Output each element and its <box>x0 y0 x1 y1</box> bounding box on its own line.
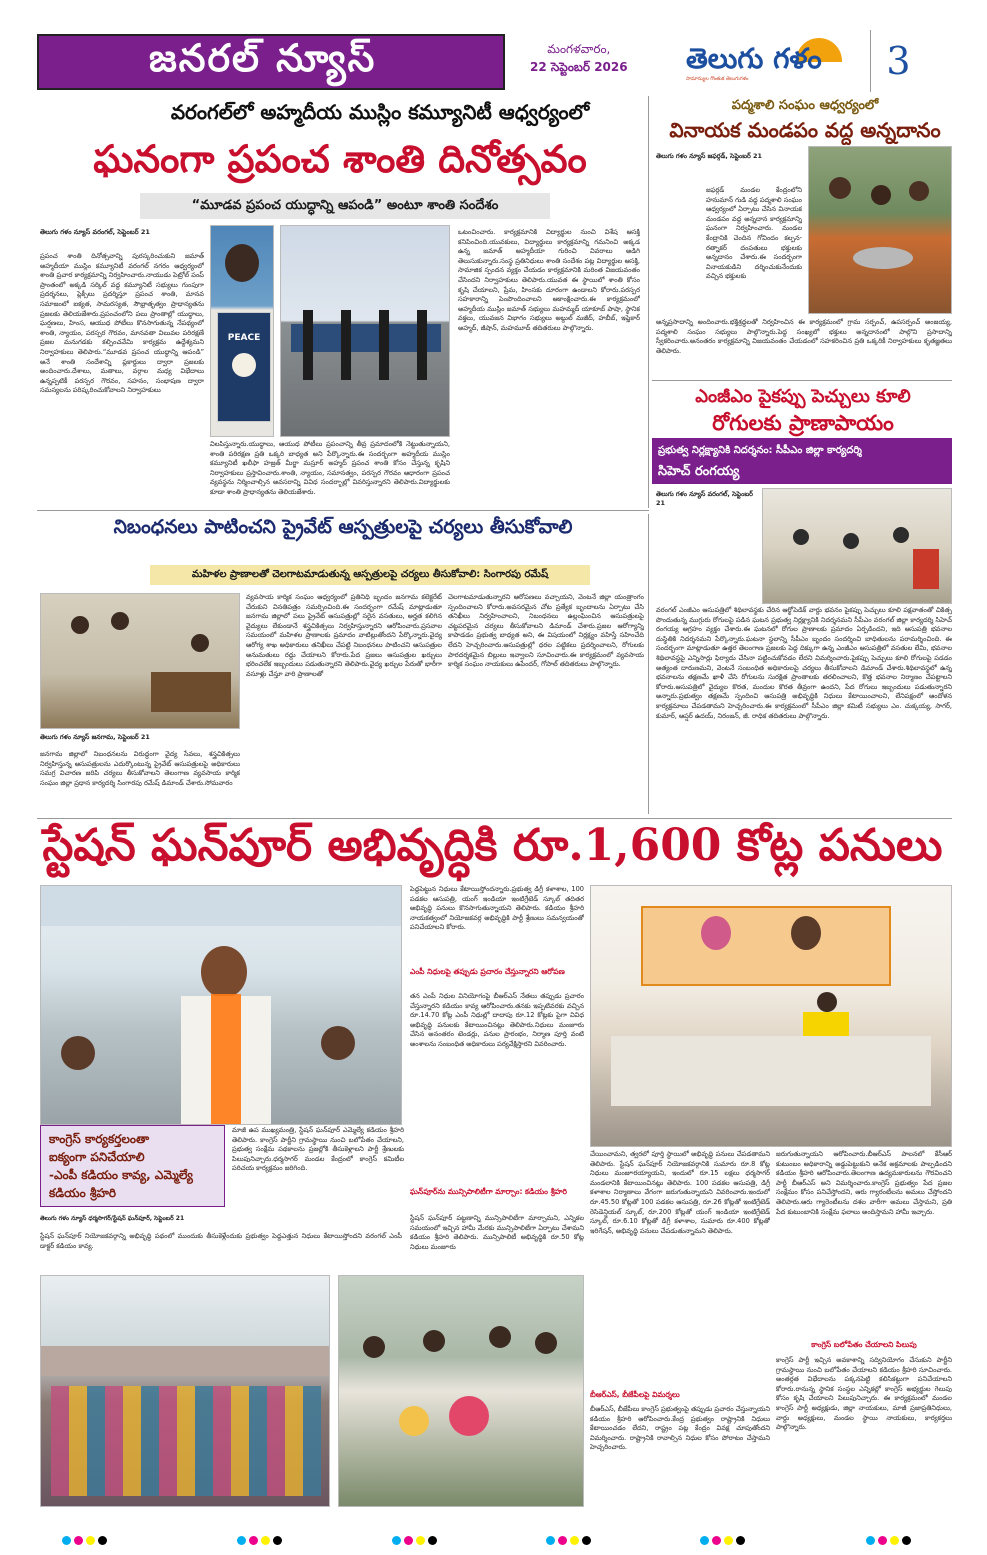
story5-headline: స్టేషన్ ఘన్‌పూర్ అభివృద్ధికి రూ.1,600 కోట్ల పనులు <box>42 820 943 871</box>
registration-dot <box>404 1536 413 1545</box>
registration-dot <box>582 1536 591 1545</box>
story5-colA-bottom: మాజీ ఉప ముఖ్యమంత్రి, స్టేషన్ ఘన్‌పూర్ ఎమ్మెల్యే కడియం శ్రీహరి తెలిపారు. కాంగ్రెస్ పార్టీని గ్రామస్థాయి నుంచి బలోపేతం చేయాలని, ప్రభుత్వ సంక్షేమ పథకాలను ప్రజల్లోకి తీసుకెళ్లాలని పార్టీ శ్రేణులకు పిలుపునిచ్చారు.ధర్మసాగర్ మండల కేంద్రంలో కాంగ్రెస్ కమిటీల పరిచయ కార్యక్రమం జరిగింది. <box>232 1126 404 1173</box>
story1-col3: ఒటంచించారు. కార్యక్రమానికి విద్యార్థుల నుంచి విశేష ఆసక్తి కనిపించింది.యువకులు, విద్యార్థులు కార్యక్రమాన్ని గమనించి అక్కడ ఉన్న జమాత్ అహ్మదీయా గురించి వివరాలు అడిగి తెలుసుకున్నారు.సంస్థ ప్రతినిధులు శాంతి సందేశం పట్ల విద్యార్థుల ఆసక్తి, సామాజిక స్పందన వ్యక్తం చేయడం కార్యక్రమానికి మరింత విజయవంతం చేసిందని నిర్వాహకులు తెలిపారు.యువత ఈ స్థాయిలో శాంతి కోసం కృషి చేయాలని, ప్రేమ, హింసకు దూరంగా ఉండాలని కోరారు.పరస్పర సహకారాన్ని పెంపొందించాలని ఆకాంక్షించారు.ఈ కార్యక్రమంలో అహ్మదీయ ముస్లిం జమాత్ సభ్యులు మహమ్మద్ యాకూబ్ పాషా, స్థానిక వక్తలు, యువజన విభాగం సభ్యులు అబ్దుల్ మజీద్, హబీబ్, ఇఫ్తెకార్ అహ్మద్, జీషాన్, మహమూద్ తదితరులు పాల్గొన్నారు. <box>458 228 640 332</box>
caption-line-2: ఐక్యంగా పనిచేయాలి <box>49 1150 145 1164</box>
story5-colC-head: కాంగ్రెస్ బలోపేతం చేయాలని పిలుపు <box>811 1340 917 1349</box>
registration-dot <box>62 1536 71 1545</box>
story2-col1: జఫర్గడ్ మండల కేంద్రంలోని హనుమాన్ గుడి వద్ద పద్మశాలి సంఘం ఆధ్వర్యంలో ఏర్పాటు చేసిన వినాయక మండపం వద్ద అన్నదాన కార్యక్రమాన్ని ఘనంగా నిర్వహించారు. మండల కేంద్రానికి చెందిన గోవిందం కల్పన-రత్నాకర్ దంపతులు భక్తులకు అన్నదానం చేశారు.ఈ సందర్భంగా వినాయకుడిని దర్శించుకునేందుకు వచ్చిన భక్తులకు <box>706 186 802 281</box>
story1-headline: ఘనంగా ప్రపంచ శాంతి దినోత్సవం <box>93 136 587 181</box>
story2-col2: అన్నప్రసాదాన్ని అందించారు.భక్తిశ్రద్ధలతో నిర్వహించిన ఈ కార్యక్రమంలో గ్రామ సర్పంచ్, ఉపసర్పంచ్ అంజయ్య, పద్మశాలి సంఘం సభ్యులు పాల్గొన్నారు.పెద్ద సంఖ్యలో భక్తులు అన్నదానంలో పాల్గొని ప్రసాదాన్ని స్వీకరించారు.అనంతరం కార్యక్రమాన్ని విజయవంతం చేయడంలో సహకరించిన ప్రతి ఒక్కరికీ నిర్వాహకులు కృతజ్ఞతలు తెలిపారు. <box>656 318 952 355</box>
story2-kicker: పద్మశాలి సంఘం ఆధ్వర్యంలో <box>731 98 879 113</box>
registration-dot <box>416 1536 425 1545</box>
registration-dot <box>98 1536 107 1545</box>
section-banner <box>37 34 505 90</box>
story5-caption <box>40 1125 225 1207</box>
story3-byline: తెలుగు గళం న్యూస్ వరంగల్, సెప్టెంబర్ 21 <box>656 490 753 507</box>
story1-col2: విలపిస్తున్నారు.యుద్ధాలు, ఆయుధ పోటీలు ప్రపంచాన్ని తీవ్ర ప్రమాదంలోకి నెట్టుతున్నాయని, శాంతి పరిరక్షణ ప్రతి ఒక్కరి బాధ్యత అని పేర్కొన్నారు.ఈ సందర్భంగా అహ్మదీయ ముస్లిం కమ్యూనిటీ ఖలీఫా హజ్రత్ మీర్జా మస్రూర్ అహ్మద్ ప్రపంచ శాంతి కోసం చేస్తున్న కృషిని నిర్వాహకులు ప్రస్తావించారు.శాంతి, న్యాయం, సమానత్వం, పరస్పర గౌరవం ఆధారంగా ప్రపంచ వ్యవస్థను నిర్మించాల్సిన అవసరాన్ని వివిధ సందర్భాల్లో వివరిస్తున్నారని తెలిపారు.విద్యార్థులకు కూడా శాంతి ప్రాధాన్యతను తెలియజేశారు. <box>210 440 450 496</box>
book-title: PEACE <box>227 333 261 343</box>
story5-photo-audience <box>40 1275 330 1507</box>
story5-colC: జరుగుతున్నాయని ఆరోపించారు.బీఆర్ఎస్ పాలనలో కేసీఆర్ కుటుంబం అధికారాన్ని అడ్డుపెట్టుకుని అనేక అక్రమాలకు పాల్పడిందని కడియం శ్రీహరి ఆరోపించారు.తెలంగాణ ఉద్యమకారులను గౌరవించని పార్టీ బీఆర్ఎస్ అని విమర్శించారు.కాంగ్రెస్ ప్రభుత్వం పేద ప్రజల సంక్షేమం కోసం పనిచేస్తోందని, ఆరు గ్యారంటీలను అమలు చేస్తోందని తెలిపారు.ఆరు గ్యారెంటీలను దశల వారీగా అమలు చేస్తామని, ప్రతి పేద కుటుంబానికి సంక్షేమ ఫలాలు అందిస్తామని హామీ ఇచ్చారు. <box>776 1150 952 1216</box>
registration-dot <box>261 1536 270 1545</box>
issue-day: మంగళవారం, <box>547 42 611 56</box>
story4-col1: జనగామ జిల్లాలో నిబంధనలను విరుద్ధంగా వైద్య సేవలు, శస్త్రచికిత్సలు నిర్వహిస్తున్న ఆసుపత్రులను ఎదుర్కొంటున్న ప్రైవేట్ ఆసుపత్రులపై అధికారులు సమగ్ర విచారణ జరిపి చర్యలు తీసుకోవాలని తెలంగాణ వ్యవసాయ కార్మిక సంఘం జిల్లా ప్రధాన కార్యదర్శి సింగారపు రమేష్ డిమాండ్ చేశారు.సోమవారం <box>40 750 240 787</box>
story4-subhead: మహిళల ప్రాణాలతో చెలగాటమాడుతున్న ఆస్పత్రులపై చర్యలు తీసుకోవాలి: సింగారపు రమేష్ <box>150 565 590 585</box>
registration-dot <box>878 1536 887 1545</box>
registration-dot <box>570 1536 579 1545</box>
registration-dot <box>558 1536 567 1545</box>
story5-intro: స్టేషన్ ఘన్‌పూర్ నియోజకవర్గాన్ని అభివృద్ధి పథంలో ముందుకు తీసుకెళ్లేందుకు ప్రభుత్వం పెద్దఎత్తున నిధులు కేటాయిస్తోందని వరంగల్ ఎంపీ డాక్టర్ కడియం కావ్య. <box>40 1232 402 1250</box>
story4-photo <box>40 593 240 729</box>
registration-dot <box>249 1536 258 1545</box>
logo-text: తెలుగు గళం <box>686 42 822 75</box>
story3-body: వరంగల్ ఎంజీఎం ఆసుపత్రిలో శిథిలావస్థకు చేరిన ఆర్థోపెడిక్ వార్డు భవనం పైకప్పు పెచ్చులు కూలి పక్షవాతంతో చికిత్స పొందుతున్న ముగ్గురు రోగులపై పడిన ఘటన ప్రభుత్వ నిర్లక్ష్యానికి నిదర్శనమని సీపీఎం వరంగల్ జిల్లా కార్యదర్శి సిహెచ్ రంగయ్య ఆగ్రహం వ్యక్తం చేశారు.ఈ ఘటనలో రోగుల ప్రాణాలకు ప్రమాదం ఏర్పడిందని, ఇది ఆసుపత్రి భవనాల దుస్థితికి నిదర్శనమని పేర్కొన్నారు.ఘటనా స్థలాన్ని సీపీఎం బృందం సందర్శించి బాధితులను పరామర్శించింది. ఈ సందర్భంగా మాట్లాడుతూ ఉత్తర తెలంగాణ ప్రజలకు పెద్ద దిక్కుగా ఉన్న ఎంజీఎం ఆసుపత్రిలో వసతుల లేమి, భవనాల శిథిలావస్థపై ఎన్నిసార్లు ఫిర్యాదు చేసినా పట్టించుకోవడం లేదని విమర్శించారు.పైకప్పు పెచ్చులు కూలి రోగులపై పడడం అత్యంత దారుణమని, వెంటనే సంబంధిత అధికారులపై చర్యలు తీసుకోవాలని డిమాండ్ చేశారు.శిథిలావస్థలో ఉన్న భవనాలను తక్షణమే ఖాళీ చేసి రోగులను సురక్షిత ప్రాంతాలకు తరలించాలని, కొత్త భవనాల నిర్మాణం చేపట్టాలని కోరారు.ఆసుపత్రిలో వైద్యుల కొరత, మందుల కొరత తీవ్రంగా ఉందని, పేద రోగులు ఇబ్బందులు పడుతున్నారని అన్నారు.ప్రభుత్వం తక్షణమే స్పందించి ఆసుపత్రి అభివృద్ధికి నిధులు కేటాయించాలని, లేనిపక్షంలో ఆందోళన కార్యక్రమాలు చేపడతామని హెచ్చరించారు.ఈ కార్యక్రమంలో సీపీఎం జిల్లా కమిటీ సభ్యులు ఎం. చుక్కయ్య, సాగర్, కుమార్, ఆప్షర్ ఉదయ్, నిరంజన్, జీ. రాధిక తదితరులు పాల్గొన్నారు. <box>656 606 952 720</box>
story5-colA-top: పెద్దపెట్టున నిధులు కేటాయిస్తోందన్నారు.ప్రభుత్వ డిగ్రీ కళాశాల, 100 పడకల ఆసుపత్రి, యంగ్ ఇండియా ఇంటిగ్రేటెడ్ స్కూల్ తదితర అభివృద్ధి పనులు కొనసాగుతున్నాయని తెలిపారు. కడియం శ్రీహరి నాయకత్వంలో నియోజకవర్గ అభివృద్ధికి పార్టీ శ్రేణులు సమన్వయంతో పనిచేయాలని కోరారు. <box>410 885 584 932</box>
story5-colA-last: స్టేషన్ ఘన్‌పూర్ పట్టణాన్ని మున్సిపాలిటీగా మార్చామని, ఎన్నికల సమయంలో ఇచ్చిన హామీ మేరకు మున్సిపాలిటీగా ఏర్పాటు చేశామని కడియం శ్రీహరి తెలిపారు. మున్సిపాలిటీ అభివృద్ధికి రూ.50 కోట్ల నిధులు మంజూరు <box>410 1214 584 1251</box>
story5-photo-speaker <box>40 885 402 1125</box>
story4-col2: వ్యవసాయ కార్మిక సంఘం ఆధ్వర్యంలో ప్రతినిధి బృందం జనగామ కలెక్టరేట్ చేరుకుని వినతిపత్రం సమర్పించింది.ఈ సందర్భంగా రమేష్ మాట్లాడుతూ జనగామ జిల్లాలో పలు ప్రైవేట్ ఆసుపత్రుల్లో సరైన వసతులు, అర్హత కలిగిన వైద్యులు లేకుండానే శస్త్రచికిత్సలు నిర్వహిస్తున్నారని ఆరోపించారు.ప్రసవాల సమయంలో మహిళల ప్రాణాలకు ప్రమాదం వాటిల్లుతోందని పేర్కొన్నారు.వైద్య ఆరోగ్య శాఖ అధికారులు తనిఖీలు చేపట్టి నిబంధనలు పాటించని ఆసుపత్రుల అనుమతులు రద్దు చేయాలని కోరారు.పేద ప్రజలు ఆసుపత్రుల ఖర్చులు భరించలేక ఇబ్బందులు పడుతున్నారని తెలిపారు.వైద్య ఖర్చుల పేరుతో భారీగా వసూళ్లు చేస్తూ వారి ప్రాణాలతో <box>246 593 442 678</box>
logo-tagline: సామాన్యుల గొంతుక తెలుగుగళం <box>686 76 749 82</box>
story4-col3: చెలగాటమాడుతున్నారని ఆరోపణలు వచ్చాయని, వెంటనే జిల్లా యంత్రాంగం స్పందించాలని కోరారు.అవసరమైన చోట ప్రత్యేక బృందాలను ఏర్పాటు చేసి తనిఖీలు నిర్వహించాలని, నిబంధనలు ఉల్లంఘించిన ఆసుపత్రులపై చట్టపరమైన చర్యలు తీసుకోవాలని డిమాండ్ చేశారు.ప్రజల ఆరోగ్యాన్ని కాపాడడం ప్రభుత్వ బాధ్యత అని, ఈ విషయంలో నిర్లక్ష్యం వహిస్తే సహించేది లేదని హెచ్చరించారు.ఆసుపత్రుల్లో ధరల పట్టికలు ప్రదర్శించాలని, రోగులకు పారదర్శకమైన బిల్లులు ఇవ్వాలని సూచించారు.ఈ కార్యక్రమంలో వ్యవసాయ కార్మిక సంఘం నాయకులు ఉపేందర్, గోపాల్ తదితరులు పాల్గొన్నారు. <box>448 593 644 669</box>
story1-photo-book <box>210 225 274 437</box>
story4-byline: తెలుగు గళం న్యూస్ జనగామ, సెప్టెంబర్ 21 <box>40 733 150 741</box>
story5-colA-mid: తన ఎంపీ నిధుల వినియోగంపై బీఆర్ఎస్ నేతలు తప్పుడు ప్రచారం చేస్తున్నారని కడియం కావ్య ఆరోపించారు.తనకు ఇప్పటివరకు వచ్చిన రూ.14.70 కోట్ల ఎంపీ నిధుల్లో దాదాపు రూ.12 కోట్లకు పైగా వివిధ అభివృద్ధి పనులకు కేటాయించినట్లు తెలిపారు.నిధులు మంజూరు చేసిన అనంతరం టెండర్లు, పనుల ప్రారంభం, నిర్మాణ పూర్తి వంటి అంశాలను సంబంధిత అధికారులు పర్యవేక్షిస్తారని వివరించారు. <box>410 992 584 1048</box>
story3-headline-1: ఎంజీఎం పైకప్పు పెచ్చులు కూలి <box>695 386 911 407</box>
story3-subhead <box>652 438 952 484</box>
story2-photo <box>808 146 952 314</box>
issue-date-value: 22 సెప్టెంబర్ 2026 <box>530 60 628 74</box>
registration-dot <box>700 1536 709 1545</box>
story5-byline: తెలుగు గళం న్యూస్ ధర్మసాగర్/స్టేషన్ ఘన్‌పూర్, సెప్టెంబర్ 21 <box>40 1215 185 1222</box>
story5-colB-last: బీఆర్ఎస్, బీజేపీలు కాంగ్రెస్ ప్రభుత్వంపై తప్పుడు ప్రచారం చేస్తున్నాయని కడియం శ్రీహరి ఆరోపించారు.కేంద్ర ప్రభుత్వం రాష్ట్రానికి నిధులు కేటాయించడం లేదని, రాష్ట్రం పట్ల కేంద్రం వివక్ష చూపుతోందని విమర్శించారు. రాష్ట్రానికి రావాల్సిన నిధుల కోసం పోరాటం చేస్తామని హెచ్చరించారు. <box>590 1405 770 1452</box>
page-number: 3 <box>870 30 926 92</box>
registration-dot <box>392 1536 401 1545</box>
masthead-logo <box>686 36 856 86</box>
registration-dot <box>273 1536 282 1545</box>
story5-colA-head3: ఘన్‌పూర్‌ను మున్సిపాలిటీగా మార్చాం: కడియం శ్రీహరి <box>410 1187 567 1196</box>
issue-date <box>530 40 628 76</box>
registration-dot <box>890 1536 899 1545</box>
registration-dot <box>736 1536 745 1545</box>
story3-subhead-1: ప్రభుత్వ నిర్లక్ష్యానికి నిదర్శనం: సీపీఎం జిల్లా కార్యదర్శి <box>658 445 862 456</box>
registration-dot <box>86 1536 95 1545</box>
story5-photo-welcome <box>338 1275 584 1507</box>
story2-byline: తెలుగు గళం న్యూస్ జఫర్గడ్, సెప్టెంబర్ 21 <box>656 152 762 160</box>
caption-line-4: కడియం శ్రీహరి <box>49 1186 116 1200</box>
story1-byline: తెలుగు గళం న్యూస్ వరంగల్, సెప్టెంబర్ 21 <box>40 228 150 236</box>
registration-dot <box>724 1536 733 1545</box>
story1-col1: ప్రపంచ శాంతి దినోత్సవాన్ని పురస్కరించుకుని జమాత్ అహ్మదీయా ముస్లిం కమ్యూనిటీ వరంగల్ నగరం ఆధ్వర్యంలో శాంతి ప్రచార కార్యక్రమాన్ని నిర్వహించారు.నాయుడు పెట్రోల్ పంప్ ప్రాంతంలో అక్కడి సర్కిల్ వద్ద కమ్యూనిటీ సభ్యులు గుంపుగా ప్రదర్శనలు, ప్లెక్సీలు ప్రదర్శిస్తూ ప్రపంచ శాంతి, మానవ సమాజంలో ఐక్యత, సామరస్యత, సౌభ్రాతృత్వం ప్రాధాన్యతను ప్రజలకు తెలియజేశారు.ప్రపంచంలోని పలు ప్రాంతాల్లో యుద్ధాలు, ఘర్షణలు, హింస, ఆయుధ పోటీలు కొనసాగుతున్న నేపథ్యంలో శాంతి, న్యాయం, పరస్పర గౌరవం, మానవతా విలువల పరిరక్షణే ప్రజల మనుగడకు కల్పించవేమి కార్యక్రమ ఉద్దేశ్యమని నిర్వాహకులు తెలిపారు.“మూడవ ప్రపంచ యుద్ధాన్ని ఆపండి” అనే శాంతి సందేశాన్ని ప్లకార్డులు ద్వారా ప్రజలకు అందించారు.దేశాలు, మతాలు, వర్గాల మధ్య విభేదాలు ఉన్నప్పటికీ పరస్పర గౌరవం, సహనం, సంభాషణ ద్వారా సమస్యలను పరిష్కరించుకోవాలని నిర్వాహకులు <box>40 252 204 395</box>
registration-dot <box>74 1536 83 1545</box>
story3-photo <box>762 488 952 604</box>
story5-colC-last: కాంగ్రెస్ పార్టీ ఇచ్చిన అవకాశాన్ని సద్వినియోగం చేసుకుని పార్టీని గ్రామస్థాయి నుంచి బలోపేతం చేయాలని కడియం శ్రీహరి సూచించారు. అంతర్గత విభేదాలను పక్కనపెట్టి కలిసికట్టుగా పనిచేయాలని కోరారు.రానున్న స్థానిక సంస్థల ఎన్నికల్లో కాంగ్రెస్ అభ్యర్థుల గెలుపు కోసం కృషి చేయాలని పిలుపునిచ్చారు. ఈ కార్యక్రమంలో మండల కాంగ్రెస్ పార్టీ అధ్యక్షుడు, జిల్లా నాయకులు, మాజీ ప్రజాప్రతినిధులు, వార్డు అధ్యక్షులు, మండల స్థాయి నాయకులు, కార్యకర్తలు పాల్గొన్నారు. <box>776 1356 952 1432</box>
story3-headline-2: రోగులకు ప్రాణాపాయం <box>712 410 894 435</box>
section-title: జనరల్ న్యూస్ <box>149 34 377 80</box>
story2-headline: వినాయక మండపం వద్ద అన్నదానం <box>669 118 941 142</box>
story5-colB: చేయించామని, త్వరలో పూర్తి స్థాయిలో అభివృద్ధి పనులు చేపడతామని తెలిపారు. స్టేషన్ ఘన్‌పూర్ నియోజకవర్గానికి సుమారు రూ.8 కోట్ల నిధులు మంజూరయ్యాయని, ఇందులో రూ.15 లక్షలు ధర్మసాగర్ మండలానికి కేటాయించినట్లు తెలిపారు. 100 పడకల ఆసుపత్రి, డిగ్రీ కళాశాల నిర్మాణాలు వేగంగా జరుగుతున్నాయని వివరించారు.ఇందులో రూ.45.50 కోట్లతో 100 పడకల ఆసుపత్రి, రూ.26 కోట్లతో ఇంటిగ్రేటెడ్ రెసిడెన్షియల్ స్కూల్, రూ.200 కోట్లతో యంగ్ ఇండియా ఇంటిగ్రేటెడ్ స్కూల్, రూ.6.10 కోట్లతో డిగ్రీ కళాశాల, సుమారు రూ.400 కోట్లతో ఇరిగేషన్, అభివృద్ధి పనులు చేపడుతున్నామని తెలిపారు. <box>590 1150 770 1235</box>
story5-colA-head2: ఎంపీ నిధులపై తప్పుడు ప్రచారం చేస్తున్నారని ఆరోపణ <box>410 967 565 976</box>
registration-dot <box>237 1536 246 1545</box>
story1-kicker: వరంగల్‌లో అహ్మదీయ ముస్లిం కమ్యూనిటీ ఆధ్వర్యంలో <box>170 100 590 124</box>
registration-dot <box>866 1536 875 1545</box>
story4-headline: నిబంధనలు పాటించని ప్రైవేట్ ఆస్పత్రులపై చర్యలు తీసుకోవాలి <box>113 516 573 538</box>
registration-dot <box>902 1536 911 1545</box>
story5-photo-meeting <box>590 885 952 1147</box>
caption-line-1: కాంగ్రెస్ కార్యకర్తలంతా <box>49 1132 150 1146</box>
story1-photo-rally <box>280 225 450 437</box>
story1-subhead: “మూడవ ప్రపంచ యుద్ధాన్ని ఆపండి” అంటూ శాంతి సందేశం <box>140 193 550 219</box>
story3-subhead-2: సిహెచ్ రంగయ్య <box>658 464 740 479</box>
registration-dot <box>428 1536 437 1545</box>
caption-line-3: -ఎంపీ కడియం కావ్య, ఎమ్మెల్యే <box>49 1168 193 1182</box>
registration-dot <box>546 1536 555 1545</box>
registration-dot <box>712 1536 721 1545</box>
story5-colB-head: బీఆర్ఎస్, బీజేపీలపై విమర్శలు <box>590 1390 680 1399</box>
